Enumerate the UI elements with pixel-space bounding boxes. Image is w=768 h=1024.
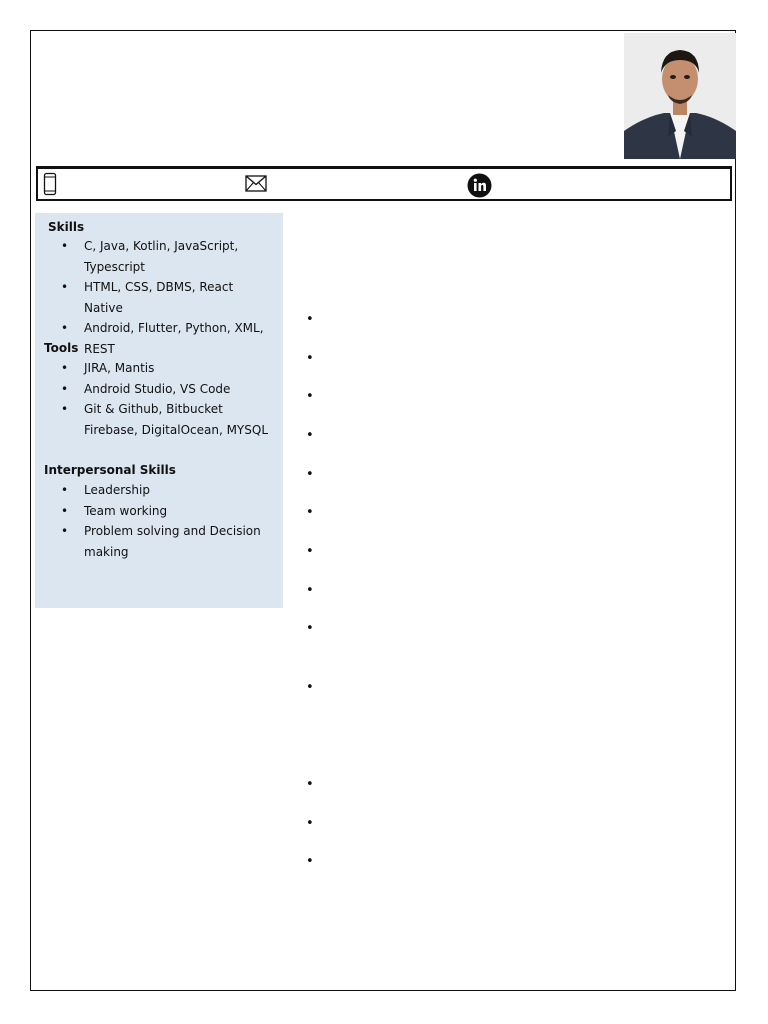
bullet-point: • <box>306 621 314 636</box>
bullet-point: • <box>306 428 314 443</box>
bullet-point: • <box>306 351 314 366</box>
profile-photo <box>624 33 736 159</box>
skills-item: • HTML, CSS, DBMS, React Native <box>35 277 269 318</box>
contact-bar <box>36 166 732 201</box>
bullet-point: • <box>306 544 314 559</box>
interpersonal-item: • Leadership <box>35 480 269 501</box>
skills-heading: Skills <box>48 220 85 234</box>
bullet-point: • <box>306 389 314 404</box>
tools-item: • Git & Github, Bitbucket Firebase, DigitalOcean, MYSQL <box>35 399 269 440</box>
interpersonal-skills-heading: Interpersonal Skills <box>44 463 176 477</box>
bullet-point: • <box>306 777 314 792</box>
mail-icon[interactable] <box>245 175 267 196</box>
bullet-point: • <box>306 583 314 598</box>
resume-page <box>30 30 736 991</box>
bullet-point: • <box>306 680 314 695</box>
skills-sidebar <box>35 213 283 608</box>
bullet-point: • <box>306 312 314 327</box>
tools-list <box>35 358 269 440</box>
tools-item: • JIRA, Mantis <box>35 358 269 379</box>
bullet-point: • <box>306 505 314 520</box>
bullet-point: • <box>306 467 314 482</box>
linkedin-icon[interactable] <box>467 173 492 202</box>
skills-item: • Android, Flutter, Python, XML, REST <box>35 318 269 359</box>
interpersonal-skills-list <box>35 480 269 562</box>
skills-item: • C, Java, Kotlin, JavaScript, Typescript <box>35 236 269 277</box>
tools-heading: Tools <box>44 341 79 355</box>
interpersonal-item: • Team working <box>35 501 269 522</box>
tools-item: • Android Studio, VS Code <box>35 379 269 400</box>
phone-icon[interactable] <box>43 172 57 200</box>
interpersonal-item: • Problem solving and Decision making <box>35 521 269 562</box>
bullet-point: • <box>306 816 314 831</box>
bullet-point: • <box>306 854 314 869</box>
